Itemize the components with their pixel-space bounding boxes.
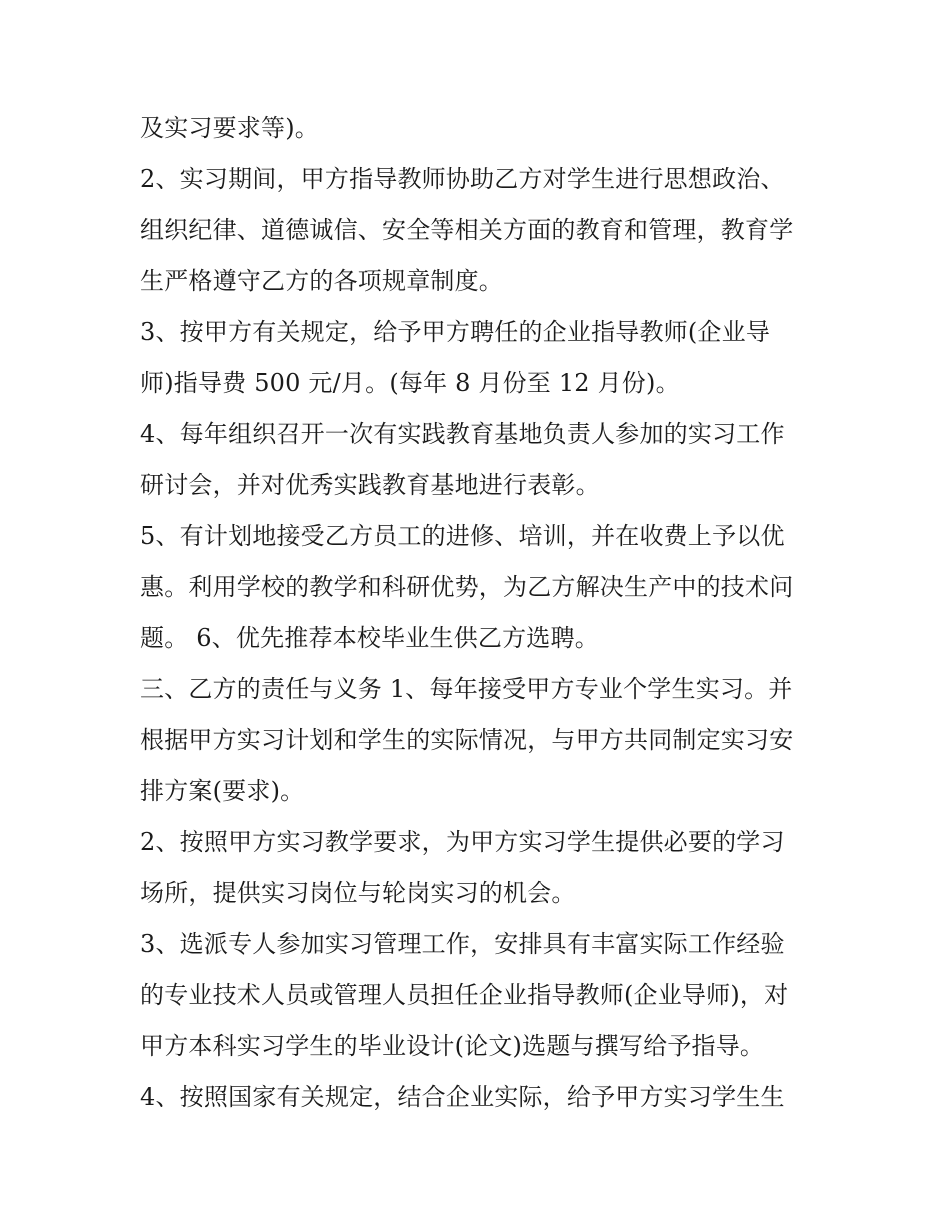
text-line: 生严格遵守乙方的各项规章制度。	[140, 267, 503, 295]
document-body	[140, 108, 820, 1128]
text-line: 题。 6、优先推荐本校毕业生供乙方选聘。	[140, 624, 599, 652]
text-line: 三、乙方的责任与义务 1、每年接受甲方专业个学生实习。并	[140, 675, 793, 703]
text-line: 师)指导费 500 元/月。(每年 8 月份至 12 月份)。	[140, 369, 680, 397]
text-line: 惠。利用学校的教学和科研优势，为乙方解决生产中的技术问	[140, 573, 794, 601]
text-line: 3、选派专人参加实习管理工作，安排具有丰富实际工作经验	[140, 930, 785, 958]
text-line: 的专业技术人员或管理人员担任企业指导教师(企业导师)，对	[140, 981, 789, 1009]
text-line: 及实习要求等)。	[140, 114, 319, 142]
text-line: 甲方本科实习学生的毕业设计(论文)选题与撰写给予指导。	[140, 1032, 765, 1060]
text-line: 4、按照国家有关规定，结合企业实际，给予甲方实习学生生	[140, 1083, 785, 1111]
text-line: 场所，提供实习岗位与轮岗实习的机会。	[140, 879, 576, 907]
text-line: 研讨会，并对优秀实践教育基地进行表彰。	[140, 471, 600, 499]
text-line: 根据甲方实习计划和学生的实际情况，与甲方共同制定实习安	[140, 726, 794, 754]
text-line: 4、每年组织召开一次有实践教育基地负责人参加的实习工作	[140, 420, 785, 448]
text-line: 2、按照甲方实习教学要求，为甲方实习学生提供必要的学习	[140, 828, 785, 856]
text-line: 3、按甲方有关规定，给予甲方聘任的企业指导教师(企业导	[140, 318, 771, 346]
text-line: 2、实习期间，甲方指导教师协助乙方对学生进行思想政治、	[140, 165, 785, 193]
text-line: 组织纪律、道德诚信、安全等相关方面的教育和管理，教育学	[140, 216, 794, 244]
text-line: 排方案(要求)。	[140, 777, 305, 805]
text-line: 5、有计划地接受乙方员工的进修、培训，并在收费上予以优	[140, 522, 785, 550]
